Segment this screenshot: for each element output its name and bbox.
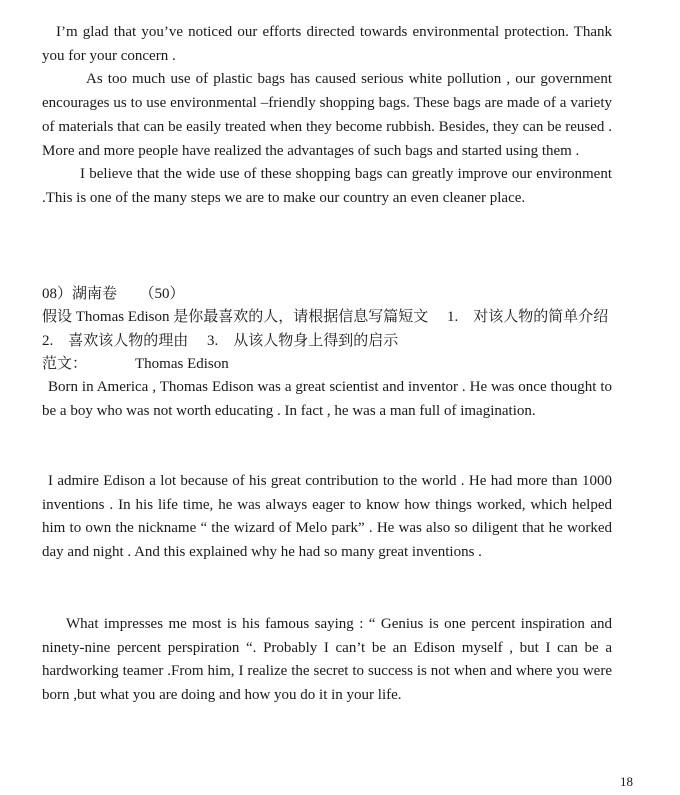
section-heading: 08）湖南卷 （50） bbox=[42, 286, 185, 302]
letter-paragraph-2: As too much use of plastic bags has caused serious white pollution , our government encourages us to use environmental –friendly shopping bags. These bags are made of a variety of materials that can be easily treated when they become rubbish. Besides, they can be reused . More and more people have realized the advantages of such bags and started using them . bbox=[42, 71, 612, 159]
sample-label-text: 范文： bbox=[42, 356, 88, 372]
page-number: 18 bbox=[620, 774, 633, 789]
sample-essay-title: Thomas Edison bbox=[135, 356, 229, 372]
sample-essay-label bbox=[42, 353, 612, 376]
letter-paragraph-3: I believe that the wide use of these shopping bags can greatly improve our environment .This is one of the many steps we are to make our country an even cleaner place. bbox=[42, 166, 612, 206]
letter-paragraph-1: I’m glad that you’ve noticed our efforts directed towards environmental protection. Thank you for your concern . bbox=[42, 24, 612, 64]
essay-paragraph-2: I admire Edison a lot because of his great contribution to the world . He had more than 1000 inventions . In his life time, he was always eager to know how things worked, which helped him to own the nickname “ the wizard of Melo park” . He was also so diligent that he worked day and night . And this explained why he had so many great inventions . bbox=[42, 473, 612, 561]
essay-paragraph-2-block bbox=[42, 470, 612, 565]
essay-paragraph-3-block bbox=[42, 613, 612, 708]
letter-body bbox=[42, 21, 612, 211]
essay-paragraph-3: What impresses me most is his famous saying : “ Genius is one percent inspiration and ninety-nine percent perspiration “. Probably I can’t be an Edison myself , but I can be a hardworking teamer .From him, I realize the secret to success is not when and where you were born ,but what you are doing and how you do it in your life. bbox=[42, 616, 612, 704]
essay-paragraph-1: Born in America , Thomas Edison was a great scientist and inventor . He was once thought to be a boy who was not worth educating . In fact , he was a man full of imagination. bbox=[42, 379, 612, 419]
essay-paragraph-1-block bbox=[42, 376, 612, 423]
writing-task-prompt: 假设 Thomas Edison 是你最喜欢的人，请根据信息写篇短文 1. 对该人物的简单介绍 2. 喜欢该人物的理由 3. 从该人物身上得到的启示 bbox=[42, 309, 628, 349]
